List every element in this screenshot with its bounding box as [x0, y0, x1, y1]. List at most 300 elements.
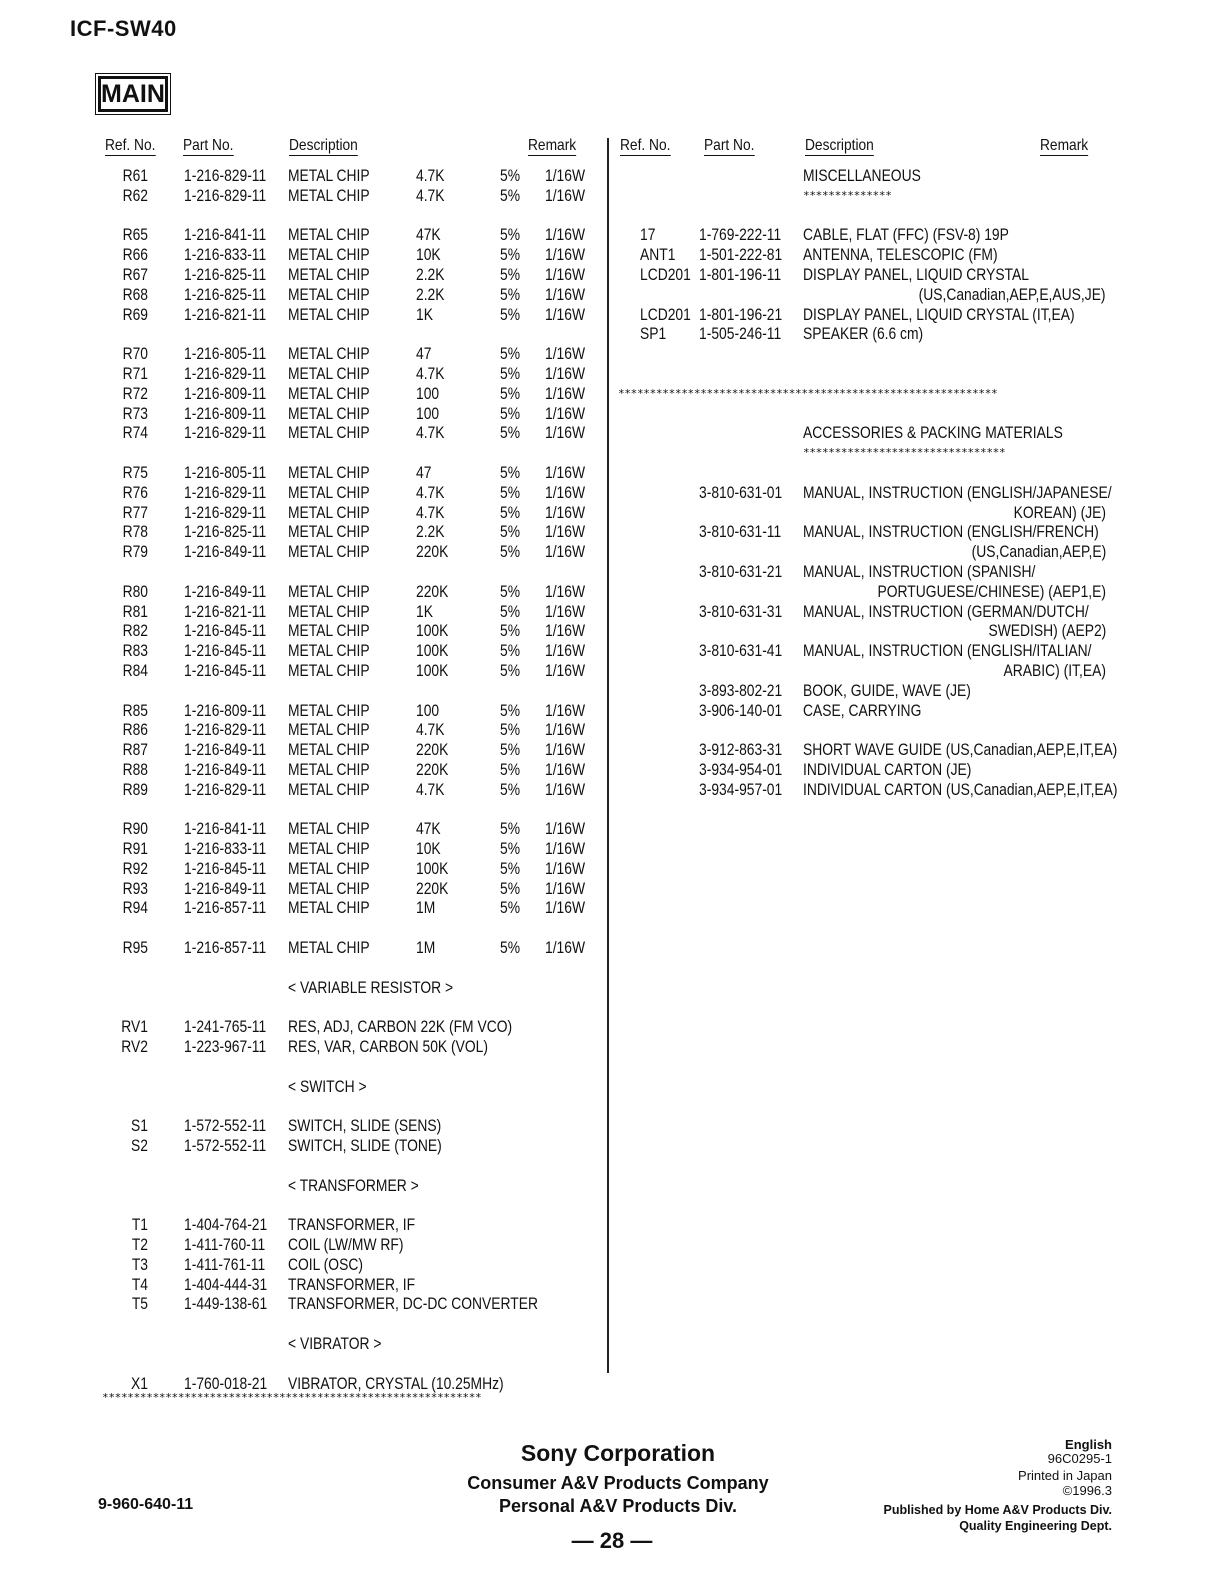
wattage: 1/16W	[545, 285, 586, 304]
table-row	[100, 1374, 600, 1394]
value: 1M	[416, 899, 436, 918]
table-row	[100, 859, 600, 879]
table-row	[618, 404, 1118, 424]
tolerance: 5%	[500, 345, 521, 364]
description: METAL CHIP	[288, 503, 370, 522]
section-label: MAIN	[98, 76, 168, 112]
ref-no: R95	[122, 939, 148, 958]
company-name: Sony Corporation	[520, 1440, 716, 1466]
group-heading: < VARIABLE RESISTOR >	[288, 978, 454, 997]
tolerance: 5%	[500, 622, 521, 641]
table-row	[100, 701, 600, 721]
table-row	[100, 324, 600, 344]
wattage: 1/16W	[545, 503, 586, 522]
wattage: 1/16W	[545, 186, 586, 205]
ref-no: R62	[122, 186, 148, 205]
table-row	[100, 898, 600, 918]
value: 4.7K	[416, 721, 445, 740]
table-row	[100, 1354, 600, 1374]
wattage: 1/16W	[545, 701, 586, 720]
ref-no: R93	[122, 879, 148, 898]
description: TRANSFORMER, DC-DC CONVERTER	[288, 1295, 539, 1314]
wattage: 1/16W	[545, 364, 586, 383]
description: METAL CHIP	[288, 364, 370, 383]
part-no: 1-411-760-11	[184, 1236, 266, 1255]
table-row	[100, 879, 600, 899]
description: METAL CHIP	[288, 602, 370, 621]
table-row	[100, 780, 600, 800]
part-no: 3-810-631-01	[699, 483, 783, 502]
ref-no: R87	[122, 741, 148, 760]
part-no: 1-216-857-11	[184, 899, 267, 918]
table-row	[100, 423, 600, 443]
table-row	[618, 344, 1118, 364]
part-no: 3-893-802-21	[699, 681, 783, 700]
part-no: 1-216-849-11	[184, 879, 267, 898]
ref-no: R65	[122, 226, 148, 245]
description: METAL CHIP	[288, 859, 370, 878]
ref-no: R70	[122, 345, 148, 364]
table-row	[618, 384, 1118, 404]
ref-no: R73	[122, 404, 148, 423]
ref-no: R75	[122, 463, 148, 482]
description-continued: KOREAN) (JE)	[1013, 503, 1106, 522]
tolerance: 5%	[500, 463, 521, 482]
part-no: 1-216-849-11	[184, 741, 267, 760]
description: METAL CHIP	[288, 424, 370, 443]
description: METAL CHIP	[288, 285, 370, 304]
wattage: 1/16W	[545, 859, 586, 878]
ref-no: R69	[122, 305, 148, 324]
description: VIBRATOR, CRYSTAL (10.25MHz)	[288, 1374, 504, 1393]
value: 4.7K	[416, 186, 445, 205]
table-row	[100, 503, 600, 523]
part-no: 3-810-631-11	[699, 523, 782, 542]
wattage: 1/16W	[545, 265, 586, 284]
part-no: 1-216-845-11	[184, 622, 267, 641]
table-row	[618, 443, 1118, 463]
description: TRANSFORMER, IF	[288, 1216, 416, 1235]
part-no: 1-216-829-11	[184, 364, 267, 383]
separator-stars: **************	[803, 188, 892, 202]
part-no: 1-449-138-61	[184, 1295, 268, 1314]
wattage: 1/16W	[545, 760, 586, 779]
table-row	[618, 542, 1118, 562]
ref-no: R67	[122, 265, 148, 284]
value: 100	[416, 384, 440, 403]
table-row	[100, 740, 600, 760]
wattage: 1/16W	[545, 523, 586, 542]
wattage: 1/16W	[545, 741, 586, 760]
table-row	[100, 1195, 600, 1215]
description: COIL (LW/MW RF)	[288, 1236, 404, 1255]
page-number: — 28 —	[571, 1528, 653, 1553]
description: ACCESSORIES & PACKING MATERIALS	[803, 424, 1063, 443]
table-row	[618, 186, 1118, 206]
table-row	[100, 602, 600, 622]
table-row	[618, 661, 1118, 681]
description: SPEAKER (6.6 cm)	[803, 325, 924, 344]
value: 4.7K	[416, 364, 445, 383]
tolerance: 5%	[500, 265, 521, 284]
wattage: 1/16W	[545, 582, 586, 601]
part-no: 3-810-631-31	[699, 602, 783, 621]
table-row	[618, 582, 1118, 602]
part-no: 1-216-829-11	[184, 503, 267, 522]
ref-no: 17	[640, 226, 656, 245]
value: 47	[416, 345, 432, 364]
tolerance: 5%	[500, 582, 521, 601]
part-no: 3-810-631-41	[699, 642, 783, 661]
tolerance: 5%	[500, 820, 521, 839]
part-no: 1-216-845-11	[184, 661, 267, 680]
ref-no: R91	[122, 840, 148, 859]
table-row	[100, 997, 600, 1017]
description: METAL CHIP	[288, 167, 370, 185]
table-row	[618, 740, 1118, 760]
model-title: ICF-SW40	[70, 16, 177, 41]
part-no: 1-216-805-11	[184, 345, 267, 364]
table-row	[100, 245, 600, 265]
ref-no: LCD201	[640, 265, 691, 284]
value: 1K	[416, 602, 433, 621]
description: SWITCH, SLIDE (TONE)	[288, 1137, 442, 1156]
table-row	[100, 186, 600, 206]
part-no: 1-216-825-11	[184, 285, 267, 304]
header-part-left: Part No.	[183, 137, 234, 154]
value: 1M	[416, 939, 436, 958]
table-row	[618, 780, 1118, 800]
value: 10K	[416, 840, 441, 859]
description: METAL CHIP	[288, 345, 370, 364]
part-no: 1-501-222-81	[699, 246, 783, 265]
part-no: 3-934-954-01	[699, 760, 783, 779]
header-remark-left: Remark	[528, 137, 577, 154]
ref-no: R78	[122, 523, 148, 542]
ref-no: T4	[131, 1275, 148, 1294]
table-row	[100, 681, 600, 701]
part-no: 1-216-825-11	[184, 265, 267, 284]
table-row	[618, 503, 1118, 523]
part-no: 3-906-140-01	[699, 701, 783, 720]
wattage: 1/16W	[545, 246, 586, 265]
description: METAL CHIP	[288, 642, 370, 661]
copyright-date: ©1996.3	[1062, 1483, 1112, 1498]
description: CABLE, FLAT (FFC) (FSV-8) 19P	[803, 226, 1009, 245]
description: CASE, CARRYING	[803, 701, 922, 720]
value: 2.2K	[416, 285, 445, 304]
description: METAL CHIP	[288, 622, 370, 641]
table-row	[100, 265, 600, 285]
table-row	[618, 681, 1118, 701]
wattage: 1/16W	[545, 483, 586, 502]
group-heading: < SWITCH >	[288, 1077, 367, 1096]
value: 2.2K	[416, 265, 445, 284]
description: METAL CHIP	[288, 246, 370, 265]
description: MANUAL, INSTRUCTION (ENGLISH/JAPANESE/	[803, 483, 1112, 502]
division-2: Personal A&V Products Div.	[498, 1496, 738, 1516]
tolerance: 5%	[500, 939, 521, 958]
part-no: 1-505-246-11	[699, 325, 782, 344]
table-row	[100, 483, 600, 503]
table-row	[618, 602, 1118, 622]
part-no: 1-216-805-11	[184, 463, 267, 482]
table-row	[618, 641, 1118, 661]
table-row	[618, 305, 1118, 325]
description-continued: (US,Canadian,AEP,E)	[971, 543, 1106, 562]
value: 2.2K	[416, 523, 445, 542]
value: 220K	[416, 879, 449, 898]
ref-no: LCD201	[640, 305, 691, 324]
value: 4.7K	[416, 424, 445, 443]
part-no: 1-572-552-11	[184, 1117, 267, 1136]
description: COIL (OSC)	[288, 1255, 363, 1274]
table-row	[100, 1294, 600, 1314]
value: 220K	[416, 543, 449, 562]
ref-no: R83	[122, 642, 148, 661]
ref-no: R88	[122, 760, 148, 779]
ref-no: R94	[122, 899, 148, 918]
tolerance: 5%	[500, 741, 521, 760]
ref-no: R89	[122, 780, 148, 799]
right-parts-list	[618, 166, 1118, 800]
description: MANUAL, INSTRUCTION (ENGLISH/ITALIAN/	[803, 642, 1092, 661]
part-no: 3-810-631-21	[699, 562, 783, 581]
table-row	[100, 384, 600, 404]
table-row	[100, 1017, 600, 1037]
description: TRANSFORMER, IF	[288, 1275, 416, 1294]
table-row	[100, 918, 600, 938]
table-row	[100, 661, 600, 681]
part-no: 1-216-857-11	[184, 939, 267, 958]
group-heading: < VIBRATOR >	[288, 1335, 382, 1354]
part-no: 1-216-849-11	[184, 543, 267, 562]
table-row	[100, 1314, 600, 1334]
ref-no: T3	[131, 1255, 148, 1274]
division-1: Consumer A&V Products Company	[467, 1473, 769, 1493]
value: 220K	[416, 582, 449, 601]
tolerance: 5%	[500, 642, 521, 661]
ref-no: SP1	[640, 325, 667, 344]
part-no: 1-404-444-31	[184, 1275, 268, 1294]
group-heading: < TRANSFORMER >	[288, 1176, 419, 1195]
value: 100K	[416, 622, 449, 641]
ref-no: S2	[131, 1137, 148, 1156]
table-row	[100, 1334, 600, 1354]
table-row	[100, 404, 600, 424]
tolerance: 5%	[500, 424, 521, 443]
table-row	[618, 701, 1118, 721]
table-row	[100, 1037, 600, 1057]
wattage: 1/16W	[545, 167, 586, 185]
table-row	[100, 720, 600, 740]
tolerance: 5%	[500, 285, 521, 304]
description: METAL CHIP	[288, 186, 370, 205]
tolerance: 5%	[500, 780, 521, 799]
part-no: 1-216-829-11	[184, 186, 267, 205]
table-row	[618, 166, 1118, 186]
value: 4.7K	[416, 167, 445, 185]
description: METAL CHIP	[288, 384, 370, 403]
tolerance: 5%	[500, 503, 521, 522]
table-row	[618, 285, 1118, 305]
table-row	[100, 1156, 600, 1176]
table-row	[100, 978, 600, 998]
wattage: 1/16W	[545, 463, 586, 482]
tolerance: 5%	[500, 840, 521, 859]
value: 100K	[416, 642, 449, 661]
publisher: Published by Home A&V Products Div.	[883, 1503, 1112, 1517]
description-continued: ARABIC) (IT,EA)	[1003, 661, 1106, 680]
table-row	[618, 423, 1118, 443]
value: 47	[416, 463, 432, 482]
part-no: 1-216-849-11	[184, 760, 267, 779]
part-no: 1-216-829-11	[184, 721, 267, 740]
part-no: 1-216-833-11	[184, 840, 267, 859]
ref-no: R74	[122, 424, 148, 443]
document-code: 9-960-640-11	[98, 1496, 194, 1513]
description: METAL CHIP	[288, 463, 370, 482]
table-row	[100, 1057, 600, 1077]
tolerance: 5%	[500, 186, 521, 205]
ref-no: R71	[122, 364, 148, 383]
printed-in: Printed in Japan	[1018, 1468, 1112, 1483]
value: 4.7K	[416, 780, 445, 799]
tolerance: 5%	[500, 523, 521, 542]
table-row	[100, 1116, 600, 1136]
table-row	[100, 1077, 600, 1097]
description: DISPLAY PANEL, LIQUID CRYSTAL	[803, 265, 1029, 284]
table-row	[100, 364, 600, 384]
part-no: 1-223-967-11	[184, 1038, 267, 1057]
part-no: 3-934-957-01	[699, 780, 783, 799]
value: 100K	[416, 859, 449, 878]
description: METAL CHIP	[288, 523, 370, 542]
description: METAL CHIP	[288, 543, 370, 562]
description: METAL CHIP	[288, 939, 370, 958]
ref-no: R79	[122, 543, 148, 562]
wattage: 1/16W	[545, 899, 586, 918]
description-continued: PORTUGUESE/CHINESE) (AEP1,E)	[877, 582, 1106, 601]
table-row	[100, 641, 600, 661]
wattage: 1/16W	[545, 424, 586, 443]
table-row	[618, 562, 1118, 582]
part-no: 1-216-849-11	[184, 582, 267, 601]
header-desc-left: Description	[289, 137, 358, 154]
part-no: 1-216-829-11	[184, 780, 267, 799]
tolerance: 5%	[500, 879, 521, 898]
tolerance: 5%	[500, 305, 521, 324]
part-no: 1-216-833-11	[184, 246, 267, 265]
wattage: 1/16W	[545, 780, 586, 799]
ref-no: T1	[131, 1216, 148, 1235]
wattage: 1/16W	[545, 602, 586, 621]
table-row	[100, 522, 600, 542]
part-no: 1-216-809-11	[184, 701, 267, 720]
description: ANTENNA, TELESCOPIC (FM)	[803, 246, 998, 265]
tolerance: 5%	[500, 226, 521, 245]
description: INDIVIDUAL CARTON (US,Canadian,AEP,E,IT,EA)	[803, 780, 1118, 799]
description: METAL CHIP	[288, 265, 370, 284]
description: DISPLAY PANEL, LIQUID CRYSTAL (IT,EA)	[803, 305, 1075, 324]
value: 220K	[416, 741, 449, 760]
wattage: 1/16W	[545, 840, 586, 859]
description: METAL CHIP	[288, 879, 370, 898]
wattage: 1/16W	[545, 879, 586, 898]
wattage: 1/16W	[545, 226, 586, 245]
ref-no: R68	[122, 285, 148, 304]
description: METAL CHIP	[288, 582, 370, 601]
tolerance: 5%	[500, 602, 521, 621]
ref-no: R80	[122, 582, 148, 601]
description: METAL CHIP	[288, 483, 370, 502]
ref-no: R66	[122, 246, 148, 265]
part-no: 1-216-821-11	[184, 305, 267, 324]
table-row	[100, 206, 600, 226]
ref-no: R61	[122, 167, 148, 185]
separator-stars: ********************************	[803, 446, 1006, 460]
wattage: 1/16W	[545, 404, 586, 423]
ref-no: R81	[122, 602, 148, 621]
description: METAL CHIP	[288, 701, 370, 720]
ref-no: T5	[131, 1295, 148, 1314]
part-no: 1-216-829-11	[184, 167, 267, 185]
part-no: 1-216-845-11	[184, 642, 267, 661]
value: 4.7K	[416, 503, 445, 522]
value: 100K	[416, 661, 449, 680]
description: MANUAL, INSTRUCTION (ENGLISH/FRENCH)	[803, 523, 1099, 542]
part-no: 1-216-841-11	[184, 226, 267, 245]
table-row	[100, 839, 600, 859]
description: METAL CHIP	[288, 760, 370, 779]
description: METAL CHIP	[288, 780, 370, 799]
description: SWITCH, SLIDE (SENS)	[288, 1117, 442, 1136]
tolerance: 5%	[500, 167, 521, 185]
table-row	[100, 166, 600, 186]
table-row	[100, 760, 600, 780]
header-ref-right: Ref. No.	[620, 137, 671, 154]
description: RES, ADJ, CARBON 22K (FM VCO)	[288, 1018, 513, 1037]
ref-no: R86	[122, 721, 148, 740]
description: BOOK, GUIDE, WAVE (JE)	[803, 681, 971, 700]
tolerance: 5%	[500, 859, 521, 878]
value: 10K	[416, 246, 441, 265]
revision-code: 96C0295-1	[1047, 1451, 1112, 1466]
description: METAL CHIP	[288, 820, 370, 839]
tolerance: 5%	[500, 384, 521, 403]
tolerance: 5%	[500, 899, 521, 918]
description: METAL CHIP	[288, 661, 370, 680]
header-desc-right: Description	[805, 137, 874, 154]
part-no: 1-216-841-11	[184, 820, 267, 839]
table-row	[100, 562, 600, 582]
ref-no: R82	[122, 622, 148, 641]
table-row	[100, 285, 600, 305]
table-row	[100, 225, 600, 245]
description-continued: (US,Canadian,AEP,E,AUS,JE)	[919, 285, 1106, 304]
tolerance: 5%	[500, 543, 521, 562]
part-no: 1-411-761-11	[184, 1255, 266, 1274]
table-row	[100, 1275, 600, 1295]
value: 47K	[416, 226, 441, 245]
ref-no: R77	[122, 503, 148, 522]
table-row	[100, 344, 600, 364]
table-row	[100, 938, 600, 958]
tolerance: 5%	[500, 760, 521, 779]
value: 4.7K	[416, 483, 445, 502]
ref-no: R90	[122, 820, 148, 839]
wattage: 1/16W	[545, 384, 586, 403]
